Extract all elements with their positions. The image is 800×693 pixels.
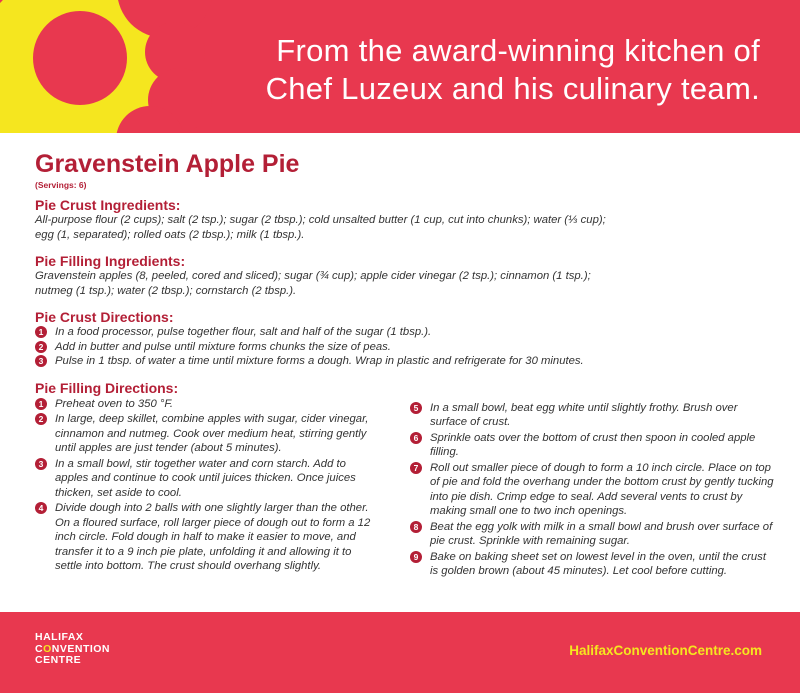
step-text: Roll out smaller piece of dough to form a 10 inch circle. Place on top of pie and fold the overhang under the bottom crust by gently tucking into pie dish. Crimp edge to seal. Add several vents to crust by making small one to two inch openings. — [430, 461, 774, 517]
list-item — [35, 412, 380, 456]
crust-directions-list — [35, 325, 770, 369]
list-item — [35, 354, 770, 369]
logo-line-2: CONVENTION — [35, 642, 111, 655]
filling-ingredients-line-2: nutmeg (1 tsp.); water (2 tbsp.); cornstarch (2 tbsp.). — [35, 284, 297, 297]
halifax-convention-centre-logo — [35, 632, 110, 667]
step-number-badge: 3 — [35, 355, 47, 367]
step-text: Sprinkle oats over the bottom of crust then spoon in cooled apple filling. — [430, 431, 756, 458]
list-item — [410, 461, 775, 519]
filling-ingredients-line-1: Gravenstein apples (8, peeled, cored and sliced); sugar (¾ cup); apple cider vinegar (2 tsp.); cinnamon (1 tsp.); — [35, 270, 591, 282]
crust-directions-heading: Pie Crust Directions: — [35, 309, 174, 325]
website-link[interactable]: HalifaxConventionCentre.com — [569, 643, 762, 658]
crust-ingredients-line-1: All-purpose flour (2 cups); salt (2 tsp.); sugar (2 tbsp.); cold unsalted butter (1 cup, cut into chunks); water (⅓ cup); — [35, 214, 606, 226]
step-number-badge: 3 — [35, 458, 47, 470]
filling-directions-right-column — [410, 401, 775, 580]
logo-line-3: CENTRE — [35, 654, 82, 666]
tagline-line-2: Chef Luzeux and his culinary team. — [265, 71, 760, 106]
step-number-badge: 6 — [410, 432, 422, 444]
list-item — [410, 520, 775, 549]
step-number-badge: 8 — [410, 521, 422, 533]
step-text: In a food processor, pulse together flour, salt and half of the sugar (1 tbsp.). — [55, 326, 432, 338]
step-text: Pulse in 1 tbsp. of water a time until mixture forms a dough. Wrap in plastic and refrigerate for 30 minutes. — [55, 355, 584, 367]
step-text: In a small bowl, stir together water and corn starch. Add to apples and continue to cook until juices thicken. Once juices thicken, set aside to cool. — [55, 457, 356, 499]
step-number-badge: 7 — [410, 462, 422, 474]
step-text: In large, deep skillet, combine apples with sugar, cider vinegar, cinnamon and nutmeg. Cook over medium heat, stirring gently until apples are just tender (about 5 minutes). — [55, 413, 369, 454]
step-text: Preheat oven to 350 °F. — [55, 397, 173, 410]
list-item — [410, 401, 775, 430]
crust-ingredients-line-2: egg (1, separated); rolled oats (2 tbsp.); milk (1 tbsp.). — [35, 228, 305, 241]
list-item — [35, 325, 770, 340]
step-number-badge: 2 — [35, 341, 47, 353]
tagline — [200, 32, 760, 108]
header-banner — [0, 0, 800, 133]
filling-directions-left-column — [35, 397, 380, 575]
step-text: Divide dough into 2 balls with one slightly larger than the other. On a floured surface, roll larger piece of dough out to form a 12 inch circle. Fold dough in half to make it easier to move, and transfer it to a 9 inch pie plate, unfolding it and allowing it to settle into bottom. The crust should overhang slightly. — [55, 502, 371, 572]
step-number-badge: 1 — [35, 398, 47, 410]
step-number-badge: 2 — [35, 413, 47, 425]
step-text: Beat the egg yolk with milk in a small bowl and brush over surface of pie crust. Sprinkle with remaining sugar. — [430, 520, 773, 547]
step-number-badge: 4 — [35, 502, 47, 514]
list-item — [410, 431, 775, 460]
logo-line-1: HALIFAX — [35, 631, 84, 643]
list-item — [35, 340, 770, 355]
step-text: Bake on baking sheet set on lowest level in the oven, until the crust is golden brown (about 45 minutes). Let cool before cutting. — [430, 550, 766, 577]
list-item — [35, 457, 380, 501]
recipe-content — [35, 149, 774, 577]
step-text: In a small bowl, beat egg white until slightly frothy. Brush over surface of crust. — [430, 401, 738, 428]
filling-directions-heading: Pie Filling Directions: — [35, 379, 179, 396]
servings: (Servings: 6) — [35, 180, 87, 190]
tagline-line-1: From the award-winning kitchen of — [276, 33, 760, 68]
list-item — [35, 501, 380, 574]
recipe-title: Gravenstein Apple Pie — [35, 150, 300, 178]
list-item — [35, 397, 380, 412]
footer-bar — [0, 612, 800, 693]
crust-ingredients-heading: Pie Crust Ingredients: — [35, 197, 181, 213]
logo-accent-o: O — [43, 642, 52, 655]
step-number-badge: 9 — [410, 551, 422, 563]
step-number-badge: 5 — [410, 402, 422, 414]
list-item — [410, 550, 775, 579]
step-number-badge: 1 — [35, 326, 47, 338]
step-text: Add in butter and pulse until mixture forms chunks the size of peas. — [55, 340, 391, 353]
filling-ingredients-heading: Pie Filling Ingredients: — [35, 253, 186, 269]
